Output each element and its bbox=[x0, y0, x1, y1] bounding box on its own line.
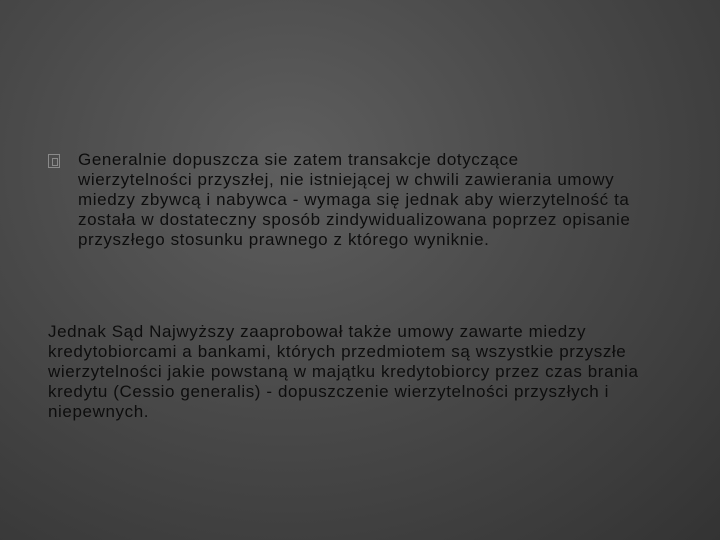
body-paragraph: Jednak Sąd Najwyższy zaaprobował także umowy zawarte miedzy kredytobiorcami a bankami, których przedmiotem są wszystkie przyszłe wierzytelności jakie powstaną w majątku kredytobiorcy przez czas brania kredytu (Cessio generalis) - dopuszczenie wierzytelności przyszłych i niepewnych. bbox=[48, 322, 639, 421]
bullet-item bbox=[48, 150, 668, 250]
bullet-text: Generalnie dopuszcza sie zatem transakcje dotyczące wierzytelności przyszłej, nie istniejącej w chwili zawierania umowy miedzy zbywcą i nabywca - wymaga się jednak aby wierzytelność ta została w dostateczny sposób zindywidualizowana poprzez opisanie przyszłego stosunku prawnego z którego wyniknie. bbox=[78, 150, 631, 249]
box-bullet-icon bbox=[48, 154, 60, 168]
